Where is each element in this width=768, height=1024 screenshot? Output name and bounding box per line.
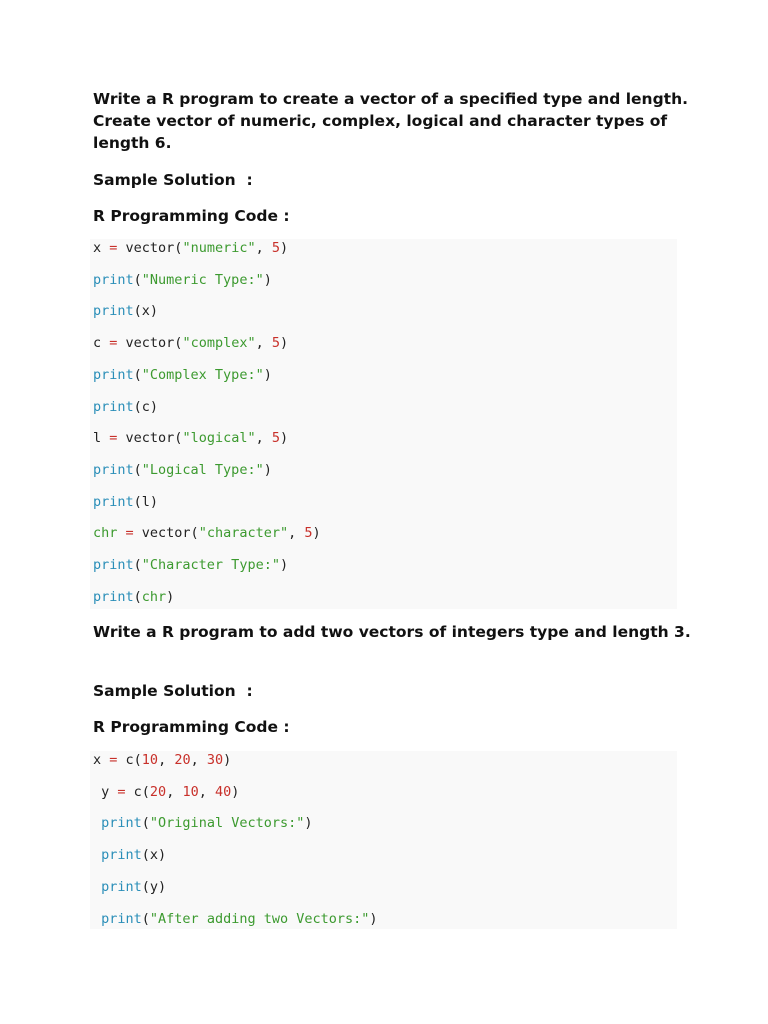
code-token: 5: [304, 525, 313, 542]
code-line: [93, 239, 288, 257]
code-line: [93, 429, 288, 447]
code-token: =: [101, 752, 126, 768]
code-token: "Numeric Type:": [141, 271, 264, 288]
code-token: ): [263, 271, 272, 288]
code-token: 40: [214, 783, 232, 800]
code-token: (y): [141, 878, 167, 895]
code-token: 20: [149, 783, 167, 800]
code-line: [93, 366, 272, 384]
code-token: print: [101, 878, 142, 895]
code-token: (: [141, 910, 150, 927]
code-token: vector(: [141, 525, 199, 542]
code-token: ): [279, 557, 289, 573]
code-token: vector(: [125, 430, 183, 447]
code-token: "logical": [182, 430, 256, 447]
code-token: print: [101, 847, 142, 864]
code-token: (l): [133, 493, 159, 510]
code-token: ,: [190, 752, 207, 768]
code-token: ): [312, 525, 321, 542]
sample-solution-label-2: Sample Solution :: [93, 682, 253, 700]
code-token: ,: [166, 783, 183, 800]
code-token: =: [101, 430, 126, 447]
code-token: 5: [271, 240, 280, 256]
code-token: 20: [174, 752, 191, 768]
code-token: print: [93, 461, 134, 478]
code-token: (: [133, 366, 142, 383]
code-token: print: [93, 271, 134, 288]
code-token: ,: [288, 525, 305, 542]
code-token: 10: [141, 752, 159, 768]
code-line: [93, 271, 272, 289]
code-token: ): [166, 588, 175, 605]
code-heading-1: R Programming Code :: [93, 207, 290, 225]
code-token: print: [93, 303, 134, 320]
code-token: ,: [198, 783, 215, 800]
code-token: [93, 847, 101, 863]
code-token: vector(: [125, 240, 183, 256]
code-token: ): [231, 783, 240, 800]
code-line: [93, 814, 313, 832]
code-token: =: [109, 783, 134, 800]
code-token: ): [263, 461, 272, 478]
code-token: 5: [271, 430, 280, 447]
code-token: print: [93, 366, 134, 383]
code-token: x: [93, 240, 102, 256]
code-token: [93, 879, 101, 895]
code-token: (c): [133, 398, 159, 415]
code-heading-2: R Programming Code :: [93, 718, 290, 736]
code-token: (: [133, 461, 142, 478]
code-token: x: [93, 752, 102, 768]
code-token: ): [280, 335, 289, 352]
code-block-2: [90, 751, 677, 929]
sample-solution-label-1: Sample Solution :: [93, 171, 253, 189]
code-line: [93, 556, 288, 574]
code-token: "Character Type:": [141, 557, 280, 573]
code-token: ): [280, 430, 289, 447]
code-token: c: [93, 335, 102, 352]
code-line: [93, 910, 378, 928]
code-line: [93, 493, 158, 511]
code-token: 30: [206, 752, 224, 768]
code-line: [93, 751, 231, 769]
question-2: Write a R program to add two vectors of integers type and length 3.: [93, 623, 691, 641]
code-token: chr: [93, 525, 118, 542]
code-token: print: [101, 815, 142, 832]
code-token: ): [263, 366, 272, 383]
code-token: ,: [255, 335, 272, 352]
code-token: =: [117, 525, 142, 542]
code-token: [93, 911, 101, 927]
code-token: l: [93, 430, 102, 447]
code-token: (: [133, 271, 142, 288]
code-line: [93, 588, 174, 606]
code-line: [93, 334, 288, 352]
code-token: "complex": [182, 335, 256, 352]
code-token: y: [93, 783, 110, 800]
code-line: [93, 524, 321, 542]
code-token: print: [93, 557, 134, 573]
code-token: (x): [141, 847, 167, 864]
code-token: ,: [255, 240, 272, 256]
code-line: [93, 878, 166, 896]
code-token: =: [101, 240, 126, 256]
code-token: ): [369, 910, 378, 927]
code-token: ,: [255, 430, 272, 447]
code-token: print: [93, 493, 134, 510]
code-token: "Original Vectors:": [149, 815, 305, 832]
code-token: ): [280, 240, 289, 256]
code-token: 10: [182, 783, 199, 800]
code-line: [93, 398, 158, 416]
code-token: "Complex Type:": [141, 366, 264, 383]
code-block-1: [90, 239, 677, 609]
code-token: =: [101, 335, 126, 352]
code-token: "character": [198, 525, 289, 542]
code-token: c(: [125, 752, 142, 768]
code-line: [93, 461, 272, 479]
code-token: vector(: [125, 335, 183, 352]
code-token: 5: [271, 335, 280, 352]
code-token: ): [304, 815, 313, 832]
code-token: chr: [141, 588, 167, 605]
code-token: "After adding two Vectors:": [149, 910, 370, 927]
code-token: print: [93, 588, 134, 605]
code-token: print: [101, 910, 142, 927]
code-token: (: [133, 557, 142, 573]
code-line: [93, 783, 239, 801]
code-token: c(: [133, 783, 150, 800]
code-token: (x): [133, 303, 159, 320]
code-token: print: [93, 398, 134, 415]
code-token: "numeric": [182, 240, 256, 256]
code-token: "Logical Type:": [141, 461, 264, 478]
question-1: Write a R program to create a vector of a specified type and length. Create vector of numeric, complex, logical and character types of length 6.: [93, 90, 689, 152]
code-token: ): [223, 752, 232, 768]
code-token: [93, 815, 101, 831]
code-token: (: [133, 588, 142, 605]
code-line: [93, 302, 158, 320]
code-token: ,: [158, 752, 175, 768]
code-token: (: [141, 815, 150, 832]
code-line: [93, 846, 166, 864]
